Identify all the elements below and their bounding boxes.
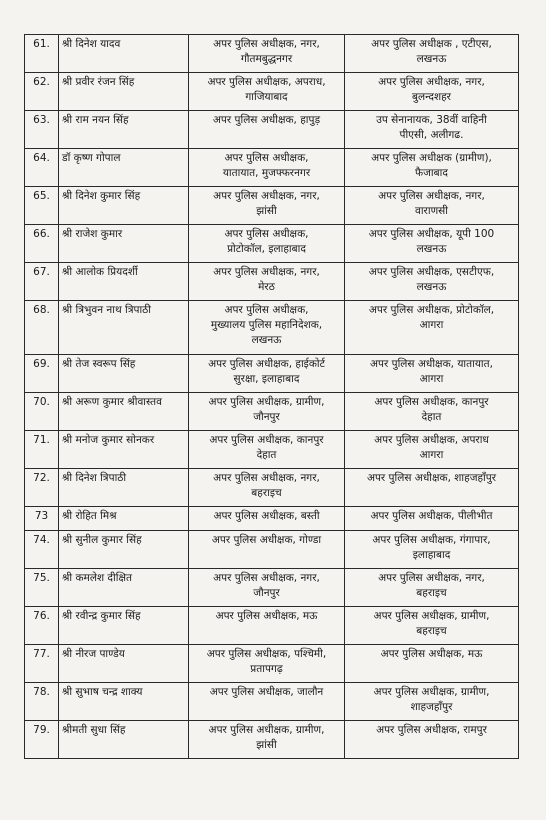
officer-name: श्री अरूण कुमार श्रीवास्तव [59, 393, 189, 431]
new-posting-line: अपर पुलिस अधीक्षक, शाहजहाँपुर [366, 472, 497, 484]
current-posting-line: मेरठ [258, 281, 275, 293]
serial-number: 70. [25, 393, 59, 431]
new-posting-line: लखनऊ [416, 281, 447, 293]
officer-name: श्री दिनेश त्रिपाठी [59, 469, 189, 507]
current-posting [189, 469, 345, 507]
new-posting [345, 469, 519, 507]
new-posting-line: अपर पुलिस अधीक्षक, कानपुर [374, 396, 489, 408]
current-posting-line: अपर पुलिस अधीक्षक, मऊ [215, 610, 318, 622]
current-posting [189, 355, 345, 393]
new-posting-line: अपर पुलिस अधीक्षक, नगर, [378, 76, 485, 88]
current-posting [189, 225, 345, 263]
table-row [25, 607, 519, 645]
new-posting [345, 263, 519, 301]
current-posting [189, 149, 345, 187]
new-posting-line: शाहजहाँपुर [410, 701, 453, 713]
new-posting [345, 35, 519, 73]
new-posting-line: अपर पुलिस अधीक्षक, यातायात, [370, 358, 493, 370]
current-posting-line: अपर पुलिस अधीक्षक, हापुड़ [212, 114, 321, 126]
new-posting-line: लखनऊ [416, 243, 447, 255]
new-posting [345, 431, 519, 469]
serial-number: 66. [25, 225, 59, 263]
current-posting [189, 393, 345, 431]
current-posting-line: अपर पुलिस अधीक्षक, नगर, [213, 190, 320, 202]
current-posting [189, 111, 345, 149]
table-row [25, 507, 519, 531]
new-posting [345, 187, 519, 225]
officer-name: श्री त्रिभुवन नाथ त्रिपाठी [59, 301, 189, 355]
new-posting-line: अपर पुलिस अधीक्षक , एटीएस, [371, 38, 492, 50]
officer-name: श्री राम नयन सिंह [59, 111, 189, 149]
current-posting-line: झांसी [256, 739, 277, 751]
current-posting-line: अपर पुलिस अधीक्षक, पश्चिमी, [206, 648, 327, 660]
new-posting [345, 607, 519, 645]
current-posting-line: अपर पुलिस अधीक्षक, गोण्डा [211, 534, 322, 546]
new-posting-line: फैजाबाद [415, 167, 448, 179]
current-posting-line: गाजियाबाद [245, 91, 288, 103]
current-posting-line: झांसी [256, 205, 277, 217]
table-row [25, 187, 519, 225]
serial-number: 72. [25, 469, 59, 507]
table-row [25, 683, 519, 721]
new-posting-line: वाराणसी [415, 205, 448, 217]
table-row [25, 35, 519, 73]
current-posting-line: बहराइच [251, 487, 282, 499]
serial-number: 75. [25, 569, 59, 607]
new-posting [345, 531, 519, 569]
current-posting-line: अपर पुलिस अधीक्षक, अपराध, [207, 76, 326, 88]
current-posting [189, 721, 345, 759]
officer-name: श्री दिनेश यादव [59, 35, 189, 73]
new-posting-line: बहराइच [416, 587, 447, 599]
current-posting [189, 531, 345, 569]
new-posting-line: अपर पुलिस अधीक्षक, गंगापार, [372, 534, 491, 546]
current-posting-line: सुरक्षा, इलाहाबाद [233, 373, 300, 385]
officer-name: श्री आलोक प्रियदर्शी [59, 263, 189, 301]
current-posting-line: अपर पुलिस अधीक्षक, जालौन [209, 686, 324, 698]
new-posting [345, 111, 519, 149]
new-posting-line: आगरा [419, 449, 444, 461]
new-posting-line: अपर पुलिस अधीक्षक (ग्रामीण), [371, 152, 492, 164]
new-posting-line: आगरा [419, 373, 444, 385]
serial-number: 67. [25, 263, 59, 301]
new-posting [345, 683, 519, 721]
current-posting-line: गौतमबुद्धनगर [240, 53, 293, 65]
current-posting-line: अपर पुलिस अधीक्षक, कानपुर [209, 434, 324, 446]
serial-number: 69. [25, 355, 59, 393]
new-posting [345, 225, 519, 263]
table-row [25, 431, 519, 469]
new-posting-line: बहराइच [416, 625, 447, 637]
serial-number: 64. [25, 149, 59, 187]
current-posting-line: अपर पुलिस अधीक्षक, [224, 152, 309, 164]
table-body [25, 35, 519, 759]
officer-name: श्री सुभाष चन्द्र शाक्य [59, 683, 189, 721]
current-posting [189, 607, 345, 645]
officer-name: श्री कमलेश दीक्षित [59, 569, 189, 607]
current-posting-line: प्रोटोकॉल, इलाहाबाद [227, 243, 306, 255]
table-row [25, 111, 519, 149]
current-posting-line: यातायात, मुजफ्फरनगर [222, 167, 311, 179]
serial-number: 74. [25, 531, 59, 569]
serial-number: 73 [25, 507, 59, 531]
current-posting [189, 645, 345, 683]
new-posting-line: बुलन्दशहर [412, 91, 451, 103]
current-posting [189, 683, 345, 721]
new-posting-line: अपर पुलिस अधीक्षक, अपराध [374, 434, 489, 446]
new-posting [345, 149, 519, 187]
current-posting-line: अपर पुलिस अधीक्षक, [224, 228, 309, 240]
current-posting-line: अपर पुलिस अधीक्षक, नगर, [213, 266, 320, 278]
current-posting-line: अपर पुलिस अधीक्षक, नगर, [213, 472, 320, 484]
new-posting [345, 73, 519, 111]
new-posting-line: अपर पुलिस अधीक्षक, नगर, [378, 190, 485, 202]
serial-number: 65. [25, 187, 59, 225]
officer-name: श्री सुनील कुमार सिंह [59, 531, 189, 569]
new-posting-line: अपर पुलिस अधीक्षक, एसटीएफ, [368, 266, 495, 278]
current-posting [189, 73, 345, 111]
new-posting-line: देहात [421, 411, 442, 423]
serial-number: 61. [25, 35, 59, 73]
new-posting-line: लखनऊ [416, 53, 447, 65]
serial-number: 76. [25, 607, 59, 645]
table-row [25, 73, 519, 111]
current-posting-line: जौनपुर [253, 411, 280, 423]
officer-name: श्री तेज स्वरूप सिंह [59, 355, 189, 393]
transfer-list-table [24, 34, 519, 759]
current-posting-line: मुख्यालय पुलिस महानिदेशक, [210, 319, 323, 331]
table-row [25, 569, 519, 607]
officer-name: श्री दिनेश कुमार सिंह [59, 187, 189, 225]
new-posting-line: उप सेनानायक, 38वीं वाहिनी [376, 114, 487, 126]
current-posting-line: अपर पुलिस अधीक्षक, [224, 304, 309, 316]
current-posting [189, 507, 345, 531]
table-row [25, 469, 519, 507]
current-posting [189, 569, 345, 607]
new-posting [345, 507, 519, 531]
officer-name: श्रीमती सुधा सिंह [59, 721, 189, 759]
table-row [25, 721, 519, 759]
table-row [25, 149, 519, 187]
new-posting [345, 393, 519, 431]
current-posting-line: प्रतापगढ़ [250, 663, 283, 675]
officer-name: श्री मनोज कुमार सोनकर [59, 431, 189, 469]
current-posting-line: अपर पुलिस अधीक्षक, ग्रामीण, [208, 724, 325, 736]
officer-name: श्री रवीन्द्र कुमार सिंह [59, 607, 189, 645]
officer-name: डॉ कृष्ण गोपाल [59, 149, 189, 187]
new-posting [345, 569, 519, 607]
new-posting-line: अपर पुलिस अधीक्षक, रामपुर [376, 724, 487, 736]
officer-name: श्री प्रवीर रंजन सिंह [59, 73, 189, 111]
current-posting [189, 263, 345, 301]
current-posting-line: अपर पुलिस अधीक्षक, नगर, [213, 572, 320, 584]
current-posting [189, 35, 345, 73]
serial-number: 63. [25, 111, 59, 149]
new-posting-line: अपर पुलिस अधीक्षक, ग्रामीण, [373, 610, 490, 622]
new-posting [345, 721, 519, 759]
new-posting [345, 355, 519, 393]
serial-number: 68. [25, 301, 59, 355]
serial-number: 62. [25, 73, 59, 111]
serial-number: 77. [25, 645, 59, 683]
new-posting-line: अपर पुलिस अधीक्षक, मऊ [380, 648, 483, 660]
current-posting [189, 301, 345, 355]
new-posting-line: अपर पुलिस अधीक्षक, ग्रामीण, [373, 686, 490, 698]
new-posting [345, 645, 519, 683]
new-posting-line: पीएसी, अलीगढ. [399, 129, 464, 141]
current-posting-line: अपर पुलिस अधीक्षक, बस्ती [213, 510, 320, 522]
new-posting-line: अपर पुलिस अधीक्षक, प्रोटोकॉल, [368, 304, 495, 316]
table-row [25, 645, 519, 683]
serial-number: 79. [25, 721, 59, 759]
current-posting-line: अपर पुलिस अधीक्षक, हाईकोर्ट [208, 358, 325, 370]
current-posting [189, 187, 345, 225]
new-posting-line: आगरा [419, 319, 444, 331]
table-row [25, 225, 519, 263]
serial-number: 78. [25, 683, 59, 721]
serial-number: 71. [25, 431, 59, 469]
officer-name: श्री राजेश कुमार [59, 225, 189, 263]
officer-name: श्री नीरज पाण्डेय [59, 645, 189, 683]
current-posting-line: जौनपुर [253, 587, 280, 599]
new-posting-line: इलाहाबाद [412, 549, 451, 561]
current-posting-line: अपर पुलिस अधीक्षक, ग्रामीण, [208, 396, 325, 408]
current-posting [189, 431, 345, 469]
new-posting-line: अपर पुलिस अधीक्षक, नगर, [378, 572, 485, 584]
new-posting-line: अपर पुलिस अधीक्षक, यूपी 100 [368, 228, 495, 240]
new-posting-line: अपर पुलिस अधीक्षक, पीलीभीत [370, 510, 493, 522]
officer-name: श्री रोहित मिश्र [59, 507, 189, 531]
new-posting [345, 301, 519, 355]
table-row [25, 393, 519, 431]
table-row [25, 531, 519, 569]
current-posting-line: देहात [256, 449, 277, 461]
table-row [25, 301, 519, 355]
table-row [25, 355, 519, 393]
table-row [25, 263, 519, 301]
current-posting-line: अपर पुलिस अधीक्षक, नगर, [213, 38, 320, 50]
current-posting-line: लखनऊ [251, 334, 282, 346]
